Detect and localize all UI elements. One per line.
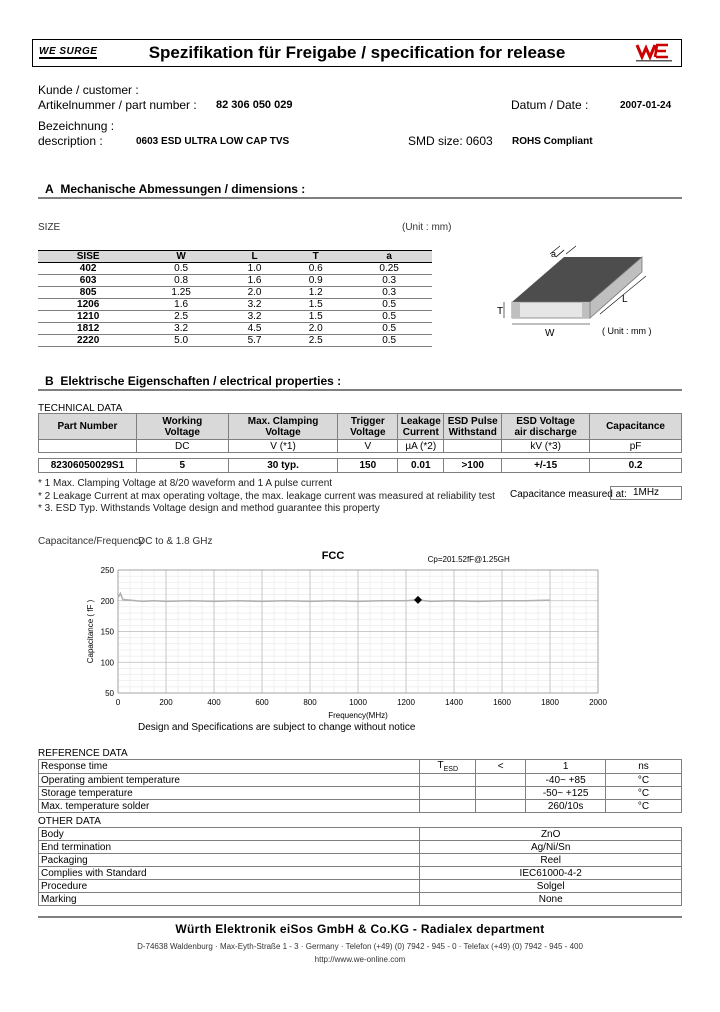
footnote: * 2 Leakage Current at max operating voltage, the max. leakage current was measured at reliability test	[38, 490, 495, 502]
footer-url[interactable]: http://www.we-online.com	[314, 955, 406, 964]
table-cell: 1812	[38, 323, 138, 335]
part-number-value: 82 306 050 029	[216, 99, 293, 111]
table-cell: 0.9	[285, 275, 346, 287]
section-a-heading	[45, 182, 305, 196]
table-cell: 1206	[38, 299, 138, 311]
other-name: End termination	[39, 841, 420, 854]
table-cell: 4.5	[224, 323, 285, 335]
table-row	[38, 311, 432, 323]
table-cell: 0.5	[346, 311, 432, 323]
x-tick-label: 1400	[445, 698, 463, 707]
y-tick-label: 50	[105, 689, 114, 698]
other-name: Packaging	[39, 854, 420, 867]
table-cell: 0.5	[346, 299, 432, 311]
ref-symbol: $T_{ESD}$	[420, 760, 476, 774]
unit-label: (Unit : mm)	[402, 222, 452, 233]
chart-caption: Capacitance/Frequency	[38, 536, 144, 547]
y-tick-label: 150	[100, 627, 114, 637]
col-header: T	[285, 251, 346, 263]
other-value: IEC61000-4-2	[420, 867, 682, 880]
other-name: Complies with Standard	[39, 867, 420, 880]
table-cell: 1.5	[285, 299, 346, 311]
value-cell: 0.01	[398, 459, 444, 473]
ref-unit: °C	[606, 787, 682, 800]
footnote: * 3. ESD Typ. Withstands Voltage design and method guarantee this property	[38, 503, 380, 514]
table-cell: 1.5	[285, 311, 346, 323]
ref-name: Response time	[39, 760, 420, 774]
footer-divider	[38, 916, 682, 918]
description-value: 0603 ESD ULTRA LOW CAP TVS	[136, 136, 290, 147]
value-cell: +/-15	[502, 459, 590, 473]
value-cell: >100	[444, 459, 502, 473]
other-value: ZnO	[420, 828, 682, 841]
table-cell: 0.6	[285, 263, 346, 275]
table-row	[38, 263, 432, 275]
col-header: Capacitance	[590, 414, 682, 440]
part-number-label: Artikelnummer / part number :	[38, 98, 197, 112]
x-tick-label: 1800	[541, 698, 559, 707]
chip-front-face	[512, 302, 590, 318]
col-header: Leakage Current	[398, 414, 444, 440]
ref-compare: <	[476, 760, 526, 774]
section-b-title: Elektrische Eigenschaften / electrical properties :	[60, 374, 342, 388]
cap-measured-label: Capacitance measured at:	[510, 489, 627, 500]
unit-cell: µA (*2)	[398, 440, 444, 453]
table-row	[38, 323, 432, 335]
other-name: Body	[39, 828, 420, 841]
unit-cell: V (*1)	[228, 440, 338, 453]
dimensions-header-row	[38, 251, 432, 263]
table-cell: 3.2	[224, 299, 285, 311]
data-marker	[414, 596, 422, 604]
table-row	[39, 867, 682, 880]
label-w: W	[545, 328, 555, 339]
ref-name: Storage temperature	[39, 787, 420, 800]
y-axis-label: Capacitance ( fF )	[86, 599, 95, 664]
chart-annotation: Cp=201.52fF@1.25GH	[427, 555, 510, 564]
other-value: None	[420, 893, 682, 906]
x-tick-label: 200	[159, 698, 173, 707]
value-cell: 30 typ.	[228, 459, 338, 473]
table-row	[38, 299, 432, 311]
y-tick-label: 100	[100, 658, 114, 668]
table-cell: 1210	[38, 311, 138, 323]
other-value: Solgel	[420, 880, 682, 893]
table-cell: 603	[38, 275, 138, 287]
value-cell: 82306050029S1	[39, 459, 137, 473]
wurth-logo-icon	[633, 42, 675, 64]
other-value: Ag/Ni/Sn	[420, 841, 682, 854]
label-a: a	[551, 249, 557, 259]
other-name: Marking	[39, 893, 420, 906]
table-row	[39, 800, 682, 813]
table-cell: 0.5	[346, 335, 432, 347]
table-row	[38, 335, 432, 347]
size-label: SIZE	[38, 222, 61, 233]
page-title: Spezifikation für Freigabe / specification for release	[148, 43, 566, 62]
other-data-label: OTHER DATA	[38, 816, 101, 827]
dimensions-table	[38, 250, 432, 347]
table-row	[39, 787, 682, 800]
value-cell: 0.2	[590, 459, 682, 473]
unit-cell: V	[338, 440, 398, 453]
value-cell: 150	[338, 459, 398, 473]
unit-cell: pF	[590, 440, 682, 453]
table-cell: 1.25	[138, 287, 224, 299]
designation-label: Bezeichnung :	[38, 119, 115, 133]
technical-units-row	[39, 440, 682, 453]
x-tick-label: 1200	[397, 698, 415, 707]
section-b-letter: B	[45, 374, 54, 388]
x-tick-label: 600	[255, 698, 269, 707]
table-cell: 1.2	[285, 287, 346, 299]
chip-end-left	[512, 302, 520, 318]
date-value: 2007-01-24	[620, 100, 672, 111]
fcc-chart	[80, 545, 620, 735]
rohs-status: ROHS Compliant	[512, 136, 593, 147]
other-name: Procedure	[39, 880, 420, 893]
table-cell: 402	[38, 263, 138, 275]
table-row	[39, 828, 682, 841]
footnote: * 1 Max. Clamping Voltage at 8/20 waveform and 1 A pulse current	[38, 478, 333, 489]
col-header: Max. Clamping Voltage	[228, 414, 338, 440]
label-l: L	[622, 294, 628, 305]
col-header: Trigger Voltage	[338, 414, 398, 440]
unit-cell	[444, 440, 502, 453]
smd-size: SMD size: 0603	[408, 134, 493, 148]
section-a-title: Mechanische Abmessungen / dimensions :	[60, 182, 306, 196]
x-tick-label: 400	[207, 698, 221, 707]
other-value: Reel	[420, 854, 682, 867]
date-label: Datum / Date :	[511, 98, 589, 112]
label-t: T	[497, 306, 504, 317]
section-a-divider	[38, 197, 682, 199]
table-cell: 0.5	[346, 323, 432, 335]
y-tick-label: 200	[100, 596, 114, 606]
header-box	[32, 39, 682, 67]
section-b-divider	[38, 389, 682, 391]
x-tick-label: 0	[115, 698, 121, 707]
chip-dimension-drawing	[490, 240, 670, 340]
col-header: a	[346, 251, 432, 263]
x-tick-label: 2000	[589, 698, 607, 707]
table-cell: 0.8	[138, 275, 224, 287]
cap-measured-value: 1MHz	[610, 486, 682, 500]
col-header: W	[138, 251, 224, 263]
col-header: L	[224, 251, 285, 263]
ref-name: Max. temperature solder	[39, 800, 420, 813]
customer-label: Kunde / customer :	[38, 83, 139, 97]
table-cell: 0.3	[346, 287, 432, 299]
table-cell: 0.25	[346, 263, 432, 275]
unit-cell: kV (*3)	[502, 440, 590, 453]
disclaimer: Design and Specifications are subject to change without notice	[138, 722, 416, 733]
table-row	[39, 774, 682, 787]
table-cell: 5.0	[138, 335, 224, 347]
table-cell: 5.7	[224, 335, 285, 347]
chart-range: DC to & 1.8 GHz	[138, 536, 213, 547]
table-row	[38, 275, 432, 287]
description-label: description :	[38, 134, 103, 148]
col-header: Part Number	[39, 414, 137, 440]
technical-data-table	[38, 413, 682, 473]
table-cell: 0.5	[138, 263, 224, 275]
section-b-heading	[45, 374, 341, 388]
other-data-table	[38, 827, 682, 906]
x-tick-label: 800	[303, 698, 317, 707]
footer-company: Würth Elektronik eiSos GmbH & Co.KG - Radialex department	[175, 922, 545, 936]
reference-data-label: REFERENCE DATA	[38, 748, 128, 759]
table-cell: 2.0	[285, 323, 346, 335]
x-tick-label: 1000	[349, 698, 367, 707]
unit-cell	[39, 440, 137, 453]
table-cell: 0.3	[346, 275, 432, 287]
table-row	[39, 760, 682, 774]
table-cell: 2.5	[138, 311, 224, 323]
table-cell: 2.5	[285, 335, 346, 347]
technical-header-row	[39, 414, 682, 440]
table-row	[39, 841, 682, 854]
reference-data-table	[38, 759, 682, 813]
col-header: SISE	[38, 251, 138, 263]
ref-name: Operating ambient temperature	[39, 774, 420, 787]
table-cell: 3.2	[138, 323, 224, 335]
col-header: Working Voltage	[136, 414, 228, 440]
table-row	[39, 854, 682, 867]
technical-values-row	[39, 459, 682, 473]
x-tick-label: 1600	[493, 698, 511, 707]
col-header: ESD Pulse Withstand	[444, 414, 502, 440]
ref-value: -40~ +85	[526, 774, 606, 787]
unit-cell: DC	[136, 440, 228, 453]
ref-unit: °C	[606, 774, 682, 787]
table-cell: 1.0	[224, 263, 285, 275]
table-cell: 805	[38, 287, 138, 299]
table-cell: 2.0	[224, 287, 285, 299]
table-row	[38, 287, 432, 299]
ref-unit: ns	[606, 760, 682, 774]
value-cell: 5	[136, 459, 228, 473]
footnotes	[38, 478, 495, 516]
ref-value: 1	[526, 760, 606, 774]
y-tick-label: 250	[100, 566, 114, 575]
footer-address: D-74638 Waldenburg · Max-Eyth-Straße 1 - 3 · Germany · Telefon (+49) (0) 7942 - 945 - 0 · Telefax (+49) (0) 7942 - 945 - 400	[137, 942, 583, 951]
drawing-unit: ( Unit : mm )	[602, 326, 652, 336]
table-row	[39, 880, 682, 893]
table-row	[39, 893, 682, 906]
table-cell: 3.2	[224, 311, 285, 323]
ref-value: 260/10s	[526, 800, 606, 813]
technical-data-label: TECHNICAL DATA	[38, 403, 123, 414]
col-header: ESD Voltage air discharge	[502, 414, 590, 440]
chart-title: FCC	[321, 550, 345, 562]
we-surge-logo: WE SURGE	[39, 46, 98, 57]
section-a-letter: A	[45, 182, 54, 196]
ref-value: -50~ +125	[526, 787, 606, 800]
table-cell: 2220	[38, 335, 138, 347]
ref-unit: °C	[606, 800, 682, 813]
table-cell: 1.6	[224, 275, 285, 287]
x-axis-label: Frequency(MHz)	[328, 711, 388, 720]
chip-end-right	[582, 302, 590, 318]
table-cell: 1.6	[138, 299, 224, 311]
